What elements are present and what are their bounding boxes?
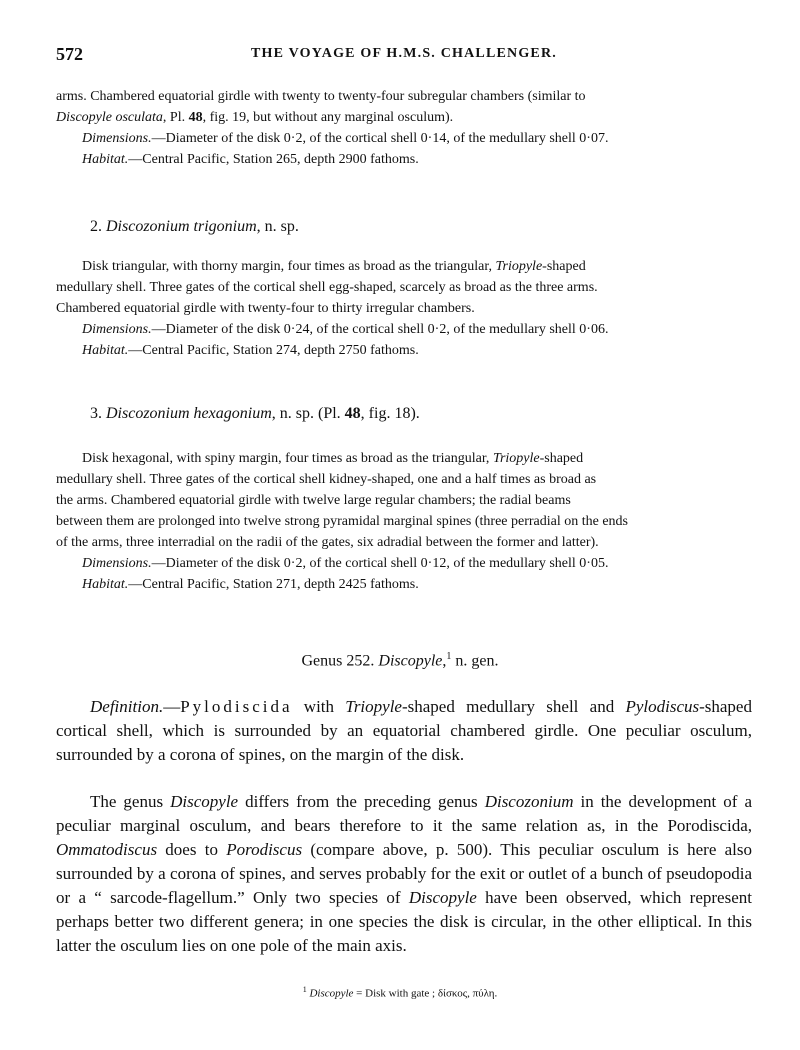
- sp2-habitat: Habitat.—Central Pacific, Station 274, depth 2750 fathoms.: [82, 343, 419, 358]
- sp2-desc-1: Disk triangular, with thorny margin, four times as broad as the triangular, Triopyle-shaped: [82, 259, 586, 274]
- running-title: THE VOYAGE OF H.M.S. CHALLENGER.: [251, 46, 557, 61]
- sp2-desc-2: medullary shell. Three gates of the cortical shell egg-shaped, scarcely as broad as the three arms.: [56, 280, 598, 295]
- footnote: $^1$ Discopyle = Disk with gate ; δίσκος, πύλη.: [302, 985, 498, 1000]
- sp3-dimensions: Dimensions.—Diameter of the disk 0·2, of the cortical shell 0·12, of the medullary shell 0·05.: [82, 556, 609, 571]
- cont-dimensions: Dimensions.—Diameter of the disk 0·2, of the cortical shell 0·14, of the medullary shell 0·07.: [82, 131, 609, 146]
- page-number: 572: [56, 44, 83, 64]
- sp2-desc-3: Chambered equatorial girdle with twenty-four to thirty irregular chambers.: [56, 301, 475, 316]
- cont-line-2: Discopyle osculata, Pl. 48, fig. 19, but without any marginal osculum).: [56, 110, 454, 125]
- species-2-heading: 2. Discozonium trigonium, n. sp.: [90, 218, 299, 235]
- genus-definition: Definition.—Pylodiscida with Triopyle-shaped medullary shell and Pylodiscus-shaped cortical shell, which is surrounded by an equatorial chambered girdle. One peculiar osculum, surrounded by a corona of spines, on the margin of the disk.: [56, 697, 752, 764]
- sp3-desc-3: the arms. Chambered equatorial girdle with twelve large regular chambers; the radial beams: [56, 493, 571, 508]
- sp3-desc-1: Disk hexagonal, with spiny margin, four times as broad as the triangular, Triopyle-shaped: [82, 451, 584, 466]
- genus-discussion: The genus Discopyle differs from the preceding genus Discozonium in the development of a peculiar marginal osculum, and bears therefore to it the same relation as, in the Porodiscida, Ommatodiscus does to Porodiscus (compare above, p. 500). This peculiar osculum is here also surrounded by a corona of spines, and serves probably for the exit or outlet of a bunch of pseudopodia or a “ sarcode-flagellum.” Only two species of Discopyle have been observed, which represent perhaps better two different genera; in one species the disk is circular, in the other elliptical. In this latter the osculum lies on one pole of the main axis.: [56, 792, 752, 955]
- continued-species-entry: [56, 86, 752, 170]
- sp3-habitat: Habitat.—Central Pacific, Station 271, depth 2425 fathoms.: [82, 577, 419, 592]
- family-name: Pylodiscida: [180, 697, 293, 716]
- sp3-desc-4: between them are prolonged into twelve strong pyramidal marginal spines (three perradial on the ends: [56, 514, 629, 529]
- cont-line-1: arms. Chambered equatorial girdle with twenty to twenty-four subregular chambers (similar to: [56, 89, 586, 104]
- sp3-desc-5: of the arms, three interradial on the radii of the gates, six adradial between the former and latter).: [56, 535, 599, 550]
- sp2-dimensions: Dimensions.—Diameter of the disk 0·24, of the cortical shell 0·2, of the medullary shell 0·06.: [82, 322, 609, 337]
- running-header: [56, 44, 752, 66]
- species-2-description: [56, 256, 752, 361]
- sp3-desc-2: medullary shell. Three gates of the cortical shell kidney-shaped, one and a half times as broad as: [56, 472, 597, 487]
- species-3-heading: 3. Discozonium hexagonium, n. sp. (Pl. 48, fig. 18).: [90, 405, 420, 422]
- genus-heading: Genus 252. Discopyle,$^1$ n. gen.: [301, 651, 499, 670]
- cont-habitat: Habitat.—Central Pacific, Station 265, depth 2900 fathoms.: [82, 152, 419, 167]
- species-3-description: [56, 448, 752, 595]
